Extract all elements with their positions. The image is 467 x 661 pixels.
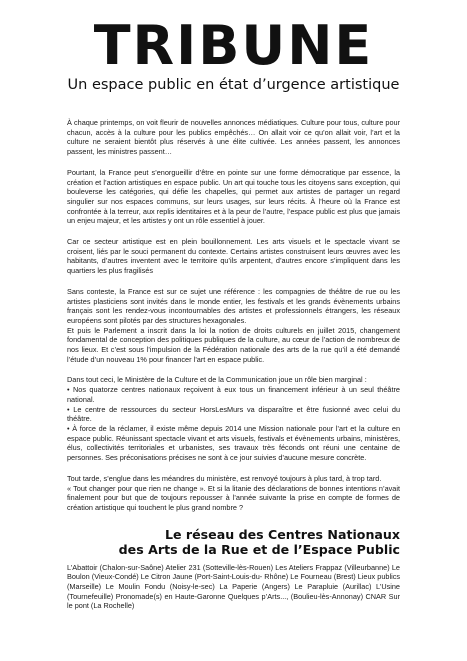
paragraph-intro: À chaque printemps, on voit fleurir de nouvelles annonces médiatiques. Culture pour tous, culture pour chacun, accès à la culture pour les publics empêchés… On allait voir ce qu’on allait voir, l’art et la culture ne seraient bientôt plus réservés à une élite cultivée. Les années passent, les annonces passent, les ministres passent… <box>67 118 400 157</box>
network-members-list: L’Abattoir (Chalon-sur-Saône) Atelier 231 (Sotteville-lès-Rouen) Les Ateliers Frappaz (Villeurbanne) Le Boulon (Vieux-Condé) Le Citron Jaune (Port-Saint-Louis-du- Rhône) Le Fourneau (Brest) Lieux publics (Marseille) Le Moulin Fondu (Noisy-le-sec) La Paperie (Angers) Le Parapluie (Aurillac) L’Usine (Tournefeuille) Pronomade(s) en Haute-Garonne Quelques p’Arts..., (Boulieu-lès-Annonay) CNAR Sur le pont (La Rochelle) <box>67 562 400 611</box>
paragraph-ministry: Dans tout ceci, le Ministère de la Culture et de la Communication joue un rôle bien marginal : <box>67 375 367 385</box>
page-title: TRIBUNE <box>93 14 374 77</box>
paragraph-public-space: Pourtant, la France peut s’enorgueillir d’être en pointe sur une forme démocratique par essence, la création et l’action artistiques en espace public. Un art qui touche tous les citoyens sans exception, qui bouleverse les catégories, qui défie les chapelles, qui permet aux artistes de partager un regard singulier sur nos espaces communs, sur leurs usages, sur leurs récits. À l’heure où la France est confrontée à la terreur, aux replis identitaires et à la peur de l’autre, l’espace public est plus que jamais un enjeu majeur, et les artistes y ont un rôle essentiel à jouer. <box>67 167 400 226</box>
network-heading-line-1: Le réseau des Centres Nationaux <box>164 526 400 542</box>
paragraph-parliament: Et puis le Parlement a inscrit dans la loi la notion de droits culturels en juillet 2015, changement fondamental de conception des politiques publiques de la culture, au cœur de l’action de nombreux de nos lieux. Et c’est sous l’impulsion de la Fédération nationale des arts de la rue qu’il a été demandé l’étude d’un nouveau 1% pour financer l’art en espace public. <box>67 325 400 364</box>
paragraph-sector: Car ce secteur artistique est en plein bouillonnement. Les arts visuels et le spectacle vivant se croisent, liés par le souci permanent du contexte. Certains artistes construisent leurs œuvres avec les habitants, d’autres inventent avec le territoire qu’ils arpentent, d’autres encore s’impliquent dans les quartiers les plus fragilisés <box>67 237 400 276</box>
bullet-mission: • À force de la réclamer, il existe même depuis 2014 une Mission nationale pour l’art et la culture en espace public. Réunissant spectacle vivant et arts visuels, festivals et évènements urbains, ministères, élus, collectivités territoriales et urbanistes, ses travaux très féconds ont réuni une centaine de personnes. Ses préconisations précises ne sont à ce jour suivies d’aucune mesure concrète. <box>67 423 400 463</box>
paragraph-delay: Tout tarde, s’englue dans les méandres du ministère, est renvoyé toujours à plus tard, à trop tard. <box>67 473 382 483</box>
bullet-horslesmurs: • Le centre de ressources du secteur HorsLesMurs va disparaître et être fusionné avec celui du théâtre. <box>67 404 400 424</box>
article-body <box>67 118 400 513</box>
paragraph-conclusion: « Tout changer pour que rien ne change ». Et si la litanie des déclarations de bonnes intentions n’avait finalement pour but que de toujours repousser à l’année suivante la prise en compte de formes de création artistique qui touchent le plus grand nombre ? <box>67 483 400 512</box>
bullet-centres: • Nos quatorze centres nationaux reçoivent à eux tous un financement inférieur à un seul théâtre national. <box>67 385 400 404</box>
network-heading-line-2: des Arts de la Rue et de l’Espace Public <box>118 542 400 558</box>
page-subtitle: Un espace public en état d’urgence artistique <box>67 77 400 93</box>
network-heading <box>67 527 400 558</box>
paragraph-reference: Sans conteste, la France est sur ce sujet une référence : les compagnies de théâtre de rue ou les artistes plasticiens sont invités dans le monde entier, les festivals et les grands évènements urbains français sont les rendez-vous incontournables des artistes et professionnels étrangers, les réseaux européens sont pilotés par des structures hexagonales. <box>67 286 400 325</box>
